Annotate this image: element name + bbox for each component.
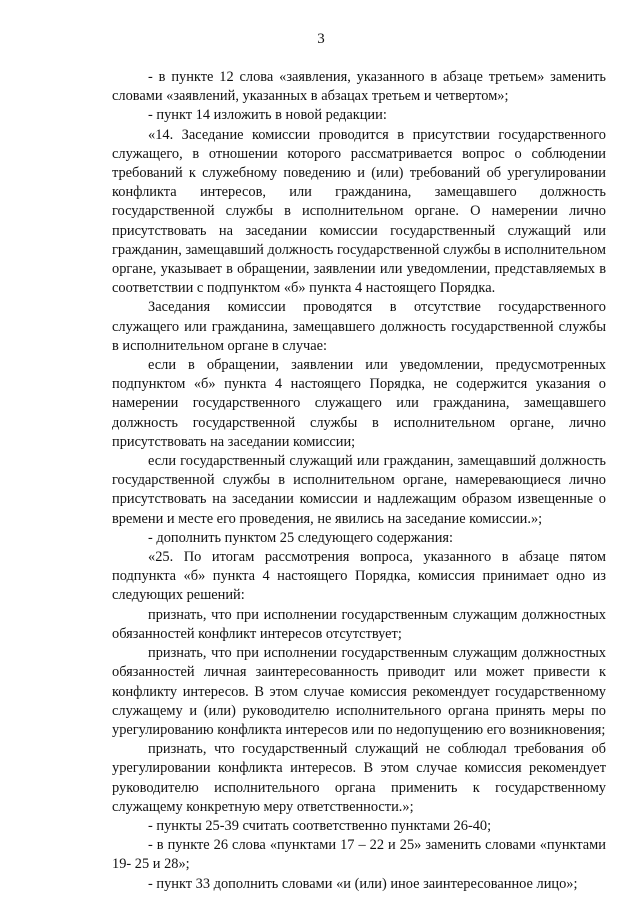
page-number: 3 — [317, 31, 325, 47]
paragraph-3: «14. Заседание комиссии проводится в присутствии государственного служащего, в отношении которого рассматривается вопрос о соблюдении требований к служебному поведению и (или) требований об урегулировании конфликта интересов, или гражданина, замещавшего должность государственной службы в исполнительном органе. О намерении лично присутствовать на заседании комиссии государственный служащий или гражданин, замещавший должность государственной службы в исполнительном органе, указывает в обращении, заявлении или уведомлении, представляемых в соответствии с подпунктом «б» пункта 4 настоящего Порядка. — [112, 126, 606, 297]
paragraph-12: - пункты 25-39 считать соответственно пунктами 26-40; — [148, 817, 492, 834]
paragraph-6: если государственный служащий или гражданин, замещавший должность государственной службы в исполнительном органе, намеревающиеся лично присутствовать на заседании комиссии и надлежащим образом извещенные о времени и месте его проведения, не явились на заседание комиссии.»; — [112, 453, 606, 527]
paragraph-7: - дополнить пунктом 25 следующего содержания: — [148, 529, 454, 546]
paragraph-11: признать, что государственный служащий не соблюдал требования об урегулировании конфликта интересов. В этом случае комиссия рекомендует руководителю исполнительного органа применить к государственному служащему конкретную меру ответственности.»; — [112, 741, 606, 815]
paragraph-8: «25. По итогам рассмотрения вопроса, указанного в абзаце пятом подпункта «б» пункта 4 настоящего Порядка, комиссия принимает одно из следующих решений: — [112, 549, 606, 604]
document-body — [112, 68, 606, 894]
paragraph-9: признать, что при исполнении государственным служащим должностных обязанностей конфликт интересов отсутствует; — [112, 606, 606, 642]
paragraph-5: если в обращении, заявлении или уведомлении, предусмотренных подпунктом «б» пункта 4 настоящего Порядка, не содержится указания о намерении государственного служащего или гражданина, замещавшего должность государственной службы в исполнительном органе, лично присутствовать на заседании комиссии; — [112, 357, 606, 450]
paragraph-14: - пункт 33 дополнить словами «и (или) иное заинтересованное лицо»; — [148, 875, 578, 892]
paragraph-13: - в пункте 26 слова «пунктами 17 – 22 и 25» заменить словами «пунктами 19- 25 и 28»; — [112, 837, 606, 873]
paragraph-2: - пункт 14 изложить в новой редакции: — [148, 107, 387, 124]
paragraph-1: - в пункте 12 слова «заявления, указанного в абзаце третьем» заменить словами «заявлений, указанных в абзацах третьем и четвертом»; — [112, 69, 606, 105]
paragraph-4: Заседания комиссии проводятся в отсутствие государственного служащего или гражданина, замещавшего должность государственной службы в исполнительном органе в случае: — [112, 299, 606, 354]
paragraph-10: признать, что при исполнении государственным служащим должностных обязанностей личная заинтересованность приводит или может привести к конфликту интересов. В этом случае комиссия рекомендует государственному служащему и (или) руководителю исполнительного органа принять меры по урегулированию конфликта интересов или по недопущению его возникновения; — [112, 645, 606, 738]
